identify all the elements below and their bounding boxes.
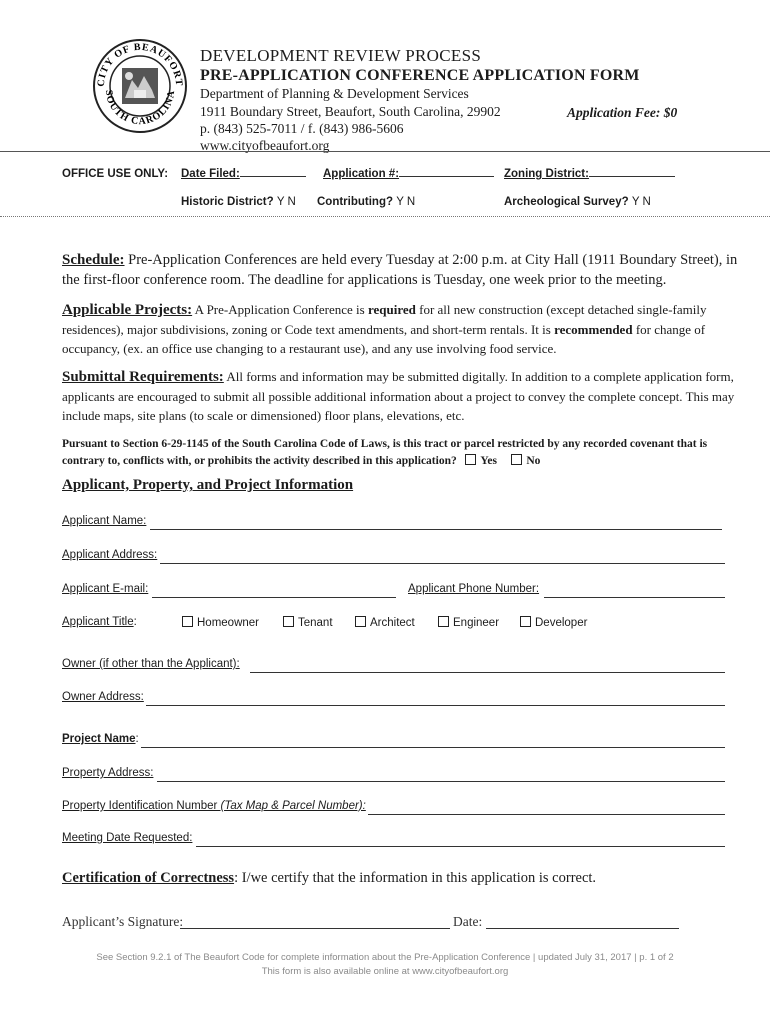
meeting-date-input[interactable] bbox=[196, 846, 725, 847]
applicant-email-label: Applicant E-mail: bbox=[62, 583, 149, 595]
covenant-yes-option[interactable] bbox=[465, 455, 497, 467]
owner-address-field[interactable] bbox=[62, 691, 144, 703]
application-fee: Application Fee: $0 bbox=[567, 105, 678, 120]
archeological-survey-options[interactable]: Y N bbox=[631, 196, 651, 208]
date-filed-field[interactable] bbox=[181, 168, 306, 180]
project-name-input[interactable] bbox=[141, 747, 725, 748]
owner-address-input[interactable] bbox=[146, 705, 725, 706]
archeological-survey-label: Archeological Survey? bbox=[504, 196, 629, 208]
option-engineer[interactable] bbox=[438, 616, 499, 629]
owner-field[interactable] bbox=[62, 658, 240, 670]
homeowner-label: Homeowner bbox=[197, 617, 259, 629]
applicant-email-input[interactable] bbox=[152, 597, 396, 598]
tenant-label: Tenant bbox=[298, 617, 333, 629]
form-heading: DEVELOPMENT REVIEW PROCESS bbox=[200, 46, 482, 65]
applicable-projects-paragraph bbox=[62, 300, 742, 358]
office-use-label: OFFICE USE ONLY: bbox=[62, 168, 169, 180]
developer-label: Developer bbox=[535, 617, 588, 629]
pin-label: Property Identification Number bbox=[62, 800, 221, 812]
property-address-input[interactable] bbox=[157, 781, 725, 782]
date-field[interactable] bbox=[453, 914, 482, 930]
owner-input[interactable] bbox=[250, 672, 725, 673]
date-filed-label: Date Filed: bbox=[181, 168, 240, 180]
property-address-field[interactable] bbox=[62, 767, 153, 779]
applicant-email-field[interactable] bbox=[62, 583, 148, 595]
department-address: 1911 Boundary Street, Beaufort, South Carolina, 29902 bbox=[200, 104, 501, 119]
project-name-label: Project Name bbox=[62, 733, 136, 745]
option-homeowner[interactable] bbox=[182, 616, 259, 629]
department-phone: p. (843) 525-7011 / f. (843) 986-5606 bbox=[200, 121, 404, 136]
tenant-checkbox[interactable] bbox=[283, 616, 294, 627]
applicant-address-input[interactable] bbox=[160, 563, 725, 564]
applicant-title-field bbox=[62, 616, 742, 628]
developer-checkbox[interactable] bbox=[520, 616, 531, 627]
certification-statement bbox=[62, 870, 596, 887]
applicant-address-label: Applicant Address: bbox=[62, 549, 158, 561]
office-divider bbox=[0, 151, 770, 152]
footer-line-2: This form is also available online at www.cityofbeaufort.org bbox=[261, 966, 509, 977]
owner-address-label: Owner Address: bbox=[62, 691, 144, 703]
property-address-label: Property Address: bbox=[62, 767, 154, 779]
historic-district-options[interactable]: Y N bbox=[276, 196, 296, 208]
applicable-text-1: A Pre-Application Conference is bbox=[192, 302, 368, 317]
submittal-text: All forms and information may be submitted digitally. In addition to a complete application form, applicants are encouraged to submit all possible additional information about a project to convey the complete concept. This may include maps, site plans (to scale or dimensioned) floor plans, elevations, etc. bbox=[62, 369, 735, 423]
certification-text: : I/we certify that the information in this application is correct. bbox=[234, 870, 597, 886]
applicant-name-input[interactable] bbox=[150, 529, 722, 530]
signature-label: Applicant’s Signature: bbox=[62, 914, 184, 929]
covenant-yes-checkbox[interactable] bbox=[465, 454, 476, 465]
svg-text:SOUTH CAROLINA: SOUTH CAROLINA bbox=[102, 89, 178, 128]
engineer-checkbox[interactable] bbox=[438, 616, 449, 627]
option-developer[interactable] bbox=[520, 616, 587, 629]
applicable-projects-label: Applicable Projects: bbox=[62, 302, 193, 318]
submittal-requirements-paragraph bbox=[62, 367, 742, 425]
form-title: PRE-APPLICATION CONFERENCE APPLICATION FORM bbox=[200, 67, 640, 84]
covenant-question bbox=[62, 436, 742, 470]
department-name: Department of Planning & Development Services bbox=[200, 86, 469, 101]
project-name-field[interactable] bbox=[62, 733, 139, 745]
applicant-phone-label: Applicant Phone Number: bbox=[408, 583, 540, 595]
option-architect[interactable] bbox=[355, 616, 415, 629]
signature-input[interactable] bbox=[180, 928, 450, 929]
contributing-label: Contributing? bbox=[317, 196, 394, 208]
applicant-name-field[interactable] bbox=[62, 515, 146, 527]
zoning-district-field[interactable] bbox=[504, 168, 675, 180]
submittal-requirements-label: Submittal Requirements: bbox=[62, 369, 224, 385]
applicant-title-colon: : bbox=[133, 616, 137, 628]
applicable-text-3: for change of occupancy, (ex. an office use changing to a restaurant use), and any use involving food service. bbox=[62, 322, 706, 356]
covenant-no-label: No bbox=[526, 455, 541, 467]
contributing-field[interactable] bbox=[317, 196, 415, 208]
city-seal-logo bbox=[92, 38, 188, 134]
date-label: Date: bbox=[453, 914, 483, 929]
department-website[interactable]: www.cityofbeaufort.org bbox=[200, 138, 330, 153]
covenant-yes-label: Yes bbox=[480, 455, 497, 467]
engineer-label: Engineer bbox=[453, 617, 500, 629]
application-number-field[interactable] bbox=[323, 168, 494, 180]
historic-district-label: Historic District? bbox=[181, 196, 274, 208]
pin-field[interactable] bbox=[62, 800, 366, 812]
footer-line-1: See Section 9.2.1 of The Beaufort Code for complete information about the Pre-Application Conference | updated July 31, 2017 | p. 1 of 2 bbox=[96, 952, 674, 963]
architect-checkbox[interactable] bbox=[355, 616, 366, 627]
schedule-paragraph bbox=[62, 250, 742, 290]
homeowner-checkbox[interactable] bbox=[182, 616, 193, 627]
owner-label: Owner (if other than the Applicant): bbox=[62, 658, 240, 670]
historic-district-field[interactable] bbox=[181, 196, 296, 208]
pin-note: (Tax Map & Parcel Number): bbox=[220, 800, 366, 812]
date-input[interactable] bbox=[486, 928, 679, 929]
zoning-district-label: Zoning District: bbox=[504, 168, 589, 180]
section-title: Applicant, Property, and Project Information bbox=[62, 477, 354, 493]
contributing-options[interactable]: Y N bbox=[396, 196, 416, 208]
applicant-title-label: Applicant Title bbox=[62, 616, 134, 628]
schedule-label: Schedule: bbox=[62, 252, 125, 268]
applicant-address-field[interactable] bbox=[62, 549, 157, 561]
schedule-text: Pre-Application Conferences are held every Tuesday at 2:00 p.m. at City Hall (1911 Boundary Street), in the first-floor conference room. The deadline for applications is Tuesday, one week prior to the meeting. bbox=[62, 252, 738, 288]
recommended-emphasis: recommended bbox=[554, 322, 633, 337]
covenant-no-checkbox[interactable] bbox=[511, 454, 522, 465]
covenant-no-option[interactable] bbox=[511, 455, 540, 467]
office-dotted-divider bbox=[0, 216, 770, 217]
meeting-date-field[interactable] bbox=[62, 832, 192, 844]
architect-label: Architect bbox=[370, 617, 415, 629]
signature-field[interactable] bbox=[62, 914, 183, 930]
archeological-survey-field[interactable] bbox=[504, 196, 651, 208]
project-name-colon: : bbox=[135, 733, 139, 745]
applicant-name-label: Applicant Name: bbox=[62, 515, 147, 527]
applicant-phone-input[interactable] bbox=[544, 597, 725, 598]
svg-text:CITY OF BEAUFORT: CITY OF BEAUFORT bbox=[95, 41, 185, 88]
meeting-date-label: Meeting Date Requested: bbox=[62, 832, 193, 844]
applicant-phone-field[interactable] bbox=[408, 583, 539, 595]
option-tenant[interactable] bbox=[283, 616, 333, 629]
applicable-text-2: for all new construction (except detached single-family residences), major subdivisions, zoning or Code text amendments, and short-term rentals. It is bbox=[62, 302, 707, 337]
application-number-label: Application #: bbox=[323, 168, 400, 180]
required-emphasis: required bbox=[367, 302, 416, 317]
certification-label: Certification of Correctness bbox=[62, 870, 235, 886]
pin-input[interactable] bbox=[368, 814, 725, 815]
covenant-text: Pursuant to Section 6-29-1145 of the South Carolina Code of Laws, is this tract or parcel restricted by any recorded covenant that is contrary to, conflicts with, or prohibits the activity described in this application? bbox=[62, 438, 708, 467]
